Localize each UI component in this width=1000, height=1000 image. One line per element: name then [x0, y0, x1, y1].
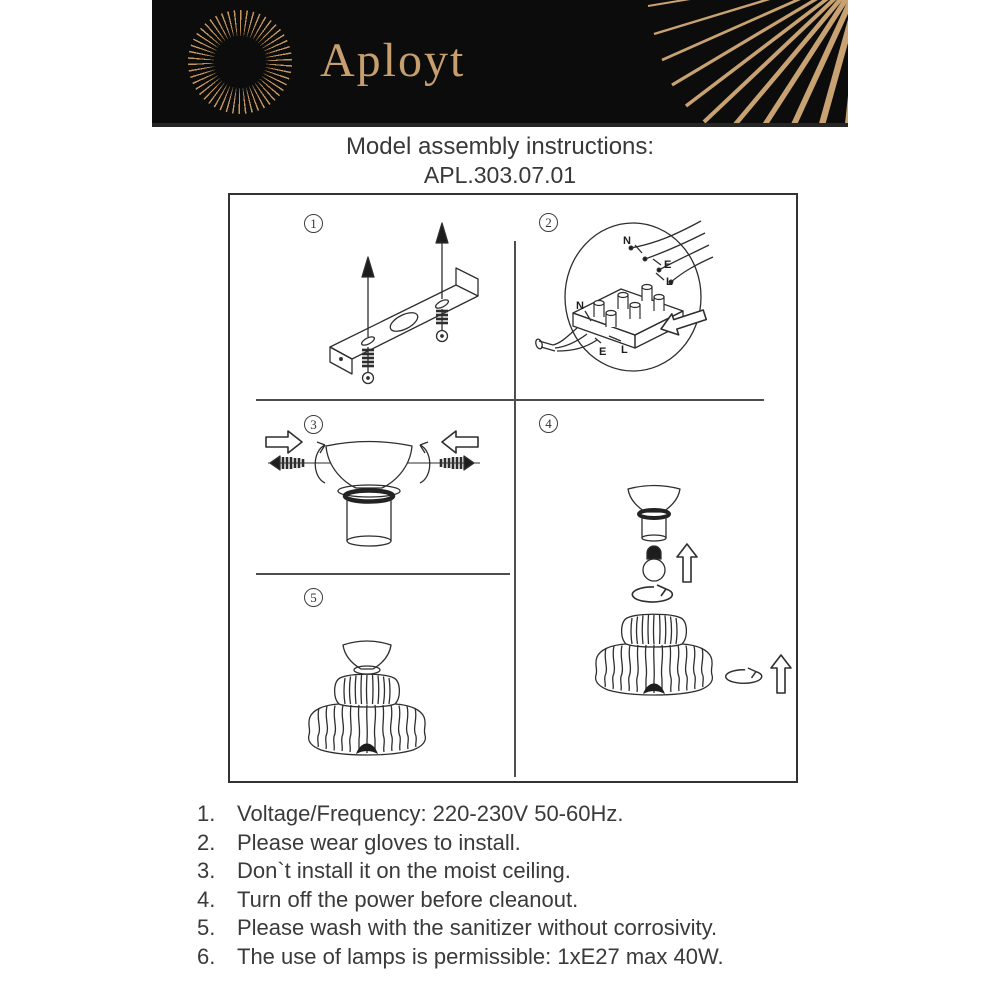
instruction-number: 2.: [197, 829, 216, 855]
instruction-list: [197, 800, 724, 971]
instruction-number: 5.: [197, 915, 216, 940]
step-3-number: 3: [304, 415, 323, 434]
page-heading: [0, 132, 1000, 189]
instruction-item: [197, 857, 724, 886]
instruction-text: Turn off the power before cleanout.: [237, 886, 579, 912]
instruction-item: [197, 829, 724, 858]
wire-label-ceiling-l: L: [666, 276, 673, 288]
model-number: APL.303.07.01: [423, 162, 577, 188]
step-1-number: 1: [304, 214, 323, 233]
instruction-text: Don`t install it on the moist ceiling.: [237, 858, 571, 883]
step-4-number: 4: [539, 414, 558, 433]
instruction-text: The use of lamps is permissible: 1xE27 max 40W.: [237, 943, 724, 969]
step-5-number: 5: [304, 588, 323, 607]
instruction-number: 1.: [197, 801, 216, 826]
instruction-text: Voltage/Frequency: 220-230V 50-60Hz.: [237, 801, 624, 826]
wire-label-ceiling-e: E: [664, 259, 672, 271]
instruction-text: Please wash with the sanitizer without corrosivity.: [237, 915, 718, 940]
step-2-number: 2: [539, 213, 558, 232]
terminal-block: [573, 285, 683, 349]
assembly-title: Model assembly instructions:: [345, 133, 655, 160]
corner-rays-decoration: [488, 0, 848, 123]
instruction-number: 4.: [197, 886, 216, 912]
wire-label-ceiling-n: N: [623, 235, 631, 247]
assembly-diagram-box: [228, 193, 798, 783]
sunburst-core: [214, 36, 266, 88]
step-5-figure-assembled-lamp: [230, 575, 515, 779]
instruction-text: Please wear gloves to install.: [237, 829, 521, 855]
wire-label-fixture-e: E: [599, 346, 607, 358]
instruction-item: [197, 943, 724, 972]
instruction-item: [197, 886, 724, 915]
instruction-number: 6.: [197, 943, 216, 969]
instruction-item: [197, 800, 724, 829]
sunburst-logo-icon: [188, 10, 292, 114]
brand-banner: [152, 0, 848, 127]
step-1-figure-mounting-bracket: [230, 195, 515, 399]
instruction-number: 3.: [197, 858, 216, 883]
wire-label-fixture-n: N: [576, 300, 584, 312]
step-3-figure-canopy-screws: [230, 401, 515, 573]
step-2-figure-wiring: [515, 195, 796, 399]
instruction-item: [197, 914, 724, 943]
brand-wordmark: Aployt: [320, 34, 466, 87]
step-4-figure-bulb-and-shade: [515, 401, 796, 777]
wire-label-fixture-l: L: [621, 344, 628, 356]
